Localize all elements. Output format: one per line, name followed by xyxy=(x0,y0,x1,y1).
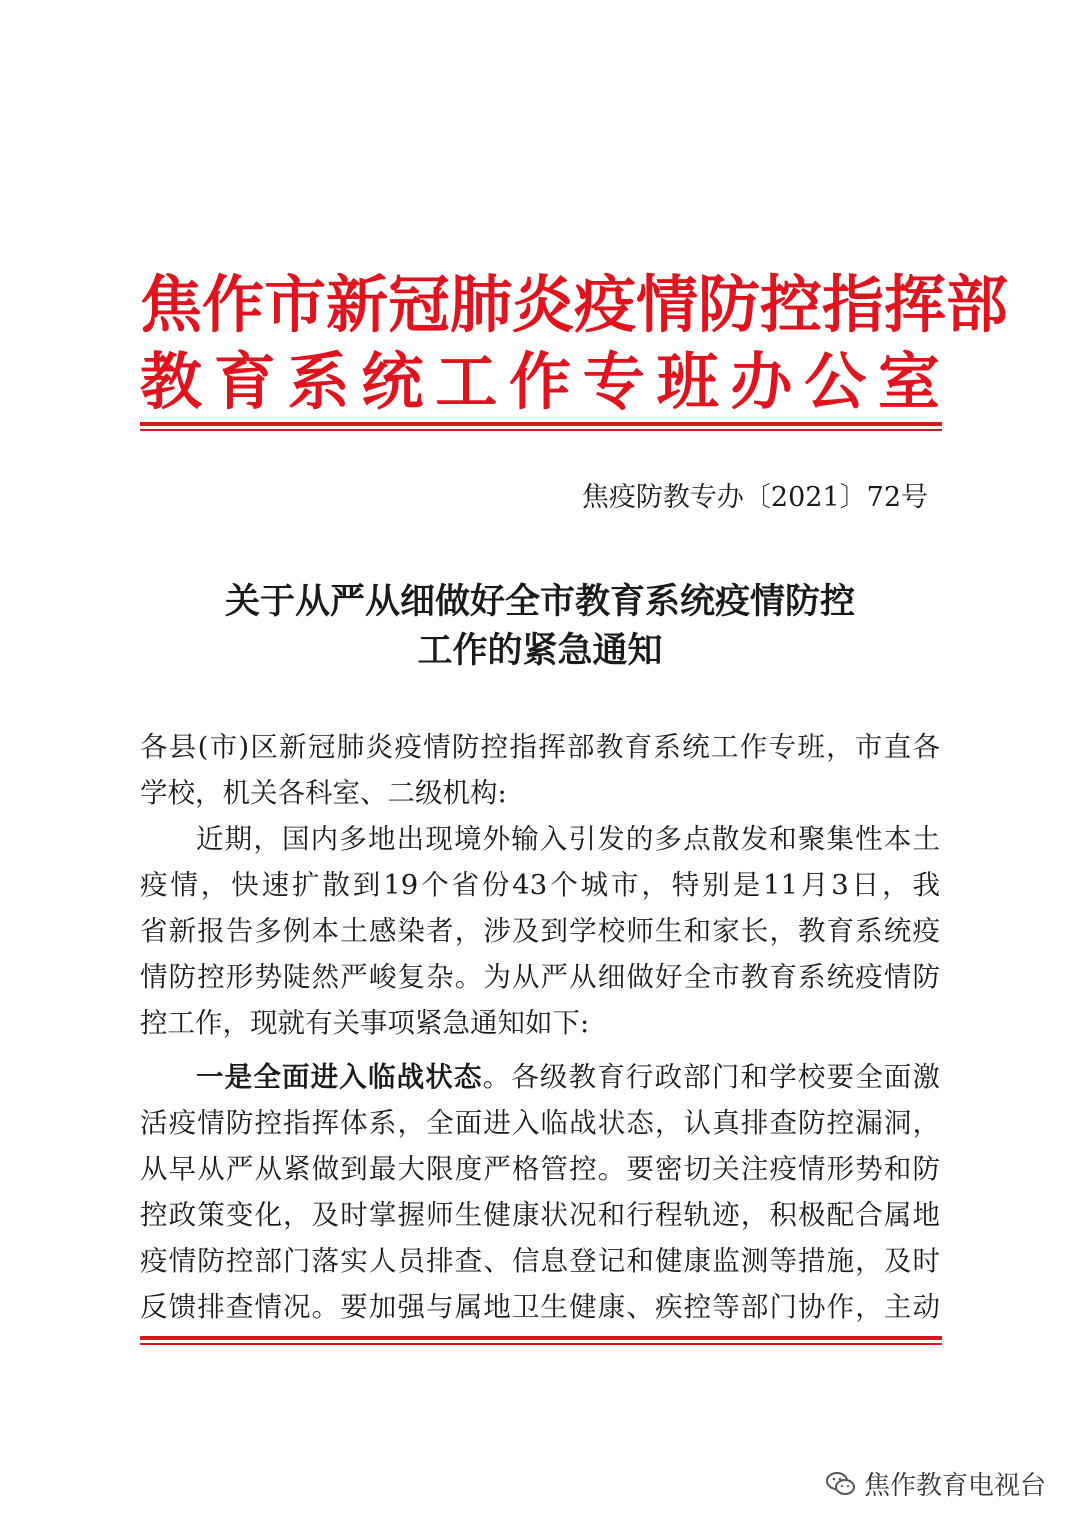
paragraph1-line2: 疫情，快速扩散到19个省份43个城市，特别是11月3日，我 xyxy=(140,869,940,901)
wechat-icon xyxy=(826,1471,856,1497)
document-title-line2: 工作的紧急通知 xyxy=(417,630,663,671)
issuing-org-line2: 教育系统工作专班办公室 xyxy=(140,345,940,418)
paragraph2-line5: 疫情防控部门落实人员排查、信息登记和健康监测等措施，及时 xyxy=(140,1245,940,1277)
addressee-line2: 学校，机关各科室、二级机构: xyxy=(140,777,507,809)
paragraph1-line4: 情防控形势陡然严峻复杂。为从严从细做好全市教育系统疫情防 xyxy=(140,961,940,993)
section-heading-1: 一是全面进入临战状态 xyxy=(196,1061,483,1093)
wechat-watermark xyxy=(826,1465,1046,1502)
paragraph1-line3: 省新报告多例本土感染者，涉及到学校师生和家长，教育系统疫 xyxy=(140,915,940,947)
issuing-org-line1: 焦作市新冠肺炎疫情防控指挥部 xyxy=(140,268,1009,341)
watermark-text: 焦作教育电视台 xyxy=(863,1471,1046,1501)
red-rule-bottom-thin xyxy=(140,1343,942,1345)
paragraph2-line3: 从早从严从紧做到最大限度严格管控。要密切关注疫情形势和防 xyxy=(140,1153,940,1185)
paragraph2-line1 xyxy=(196,1056,940,1098)
paragraph1-line5: 控工作，现就有关事项紧急通知如下: xyxy=(140,1007,590,1039)
addressee-line1: 各县(市)区新冠肺炎疫情防控指挥部教育系统工作专班，市直各 xyxy=(140,731,940,763)
paragraph1-line1: 近期，国内多地出现境外输入引发的多点散发和聚集性本土 xyxy=(196,823,940,855)
document-title-line1: 关于从严从细做好全市教育系统疫情防控 xyxy=(224,581,855,622)
paragraph2-line6: 反馈排查情况。要加强与属地卫生健康、疾控等部门协作，主动 xyxy=(140,1291,940,1323)
red-rule-top-thick xyxy=(140,422,942,426)
paragraph2-line4: 控政策变化，及时掌握师生健康状况和行程轨迹，积极配合属地 xyxy=(140,1199,940,1231)
red-rule-bottom-thick xyxy=(140,1336,942,1340)
red-rule-top-thin xyxy=(140,429,942,431)
paragraph2-line1-text: 。各级教育行政部门和学校要全面激 xyxy=(482,1061,941,1093)
document-number: 焦疫防教专办〔2021〕72号 xyxy=(581,482,928,513)
paragraph2-line2: 活疫情防控指挥体系，全面进入临战状态，认真排查防控漏洞， xyxy=(140,1107,940,1139)
